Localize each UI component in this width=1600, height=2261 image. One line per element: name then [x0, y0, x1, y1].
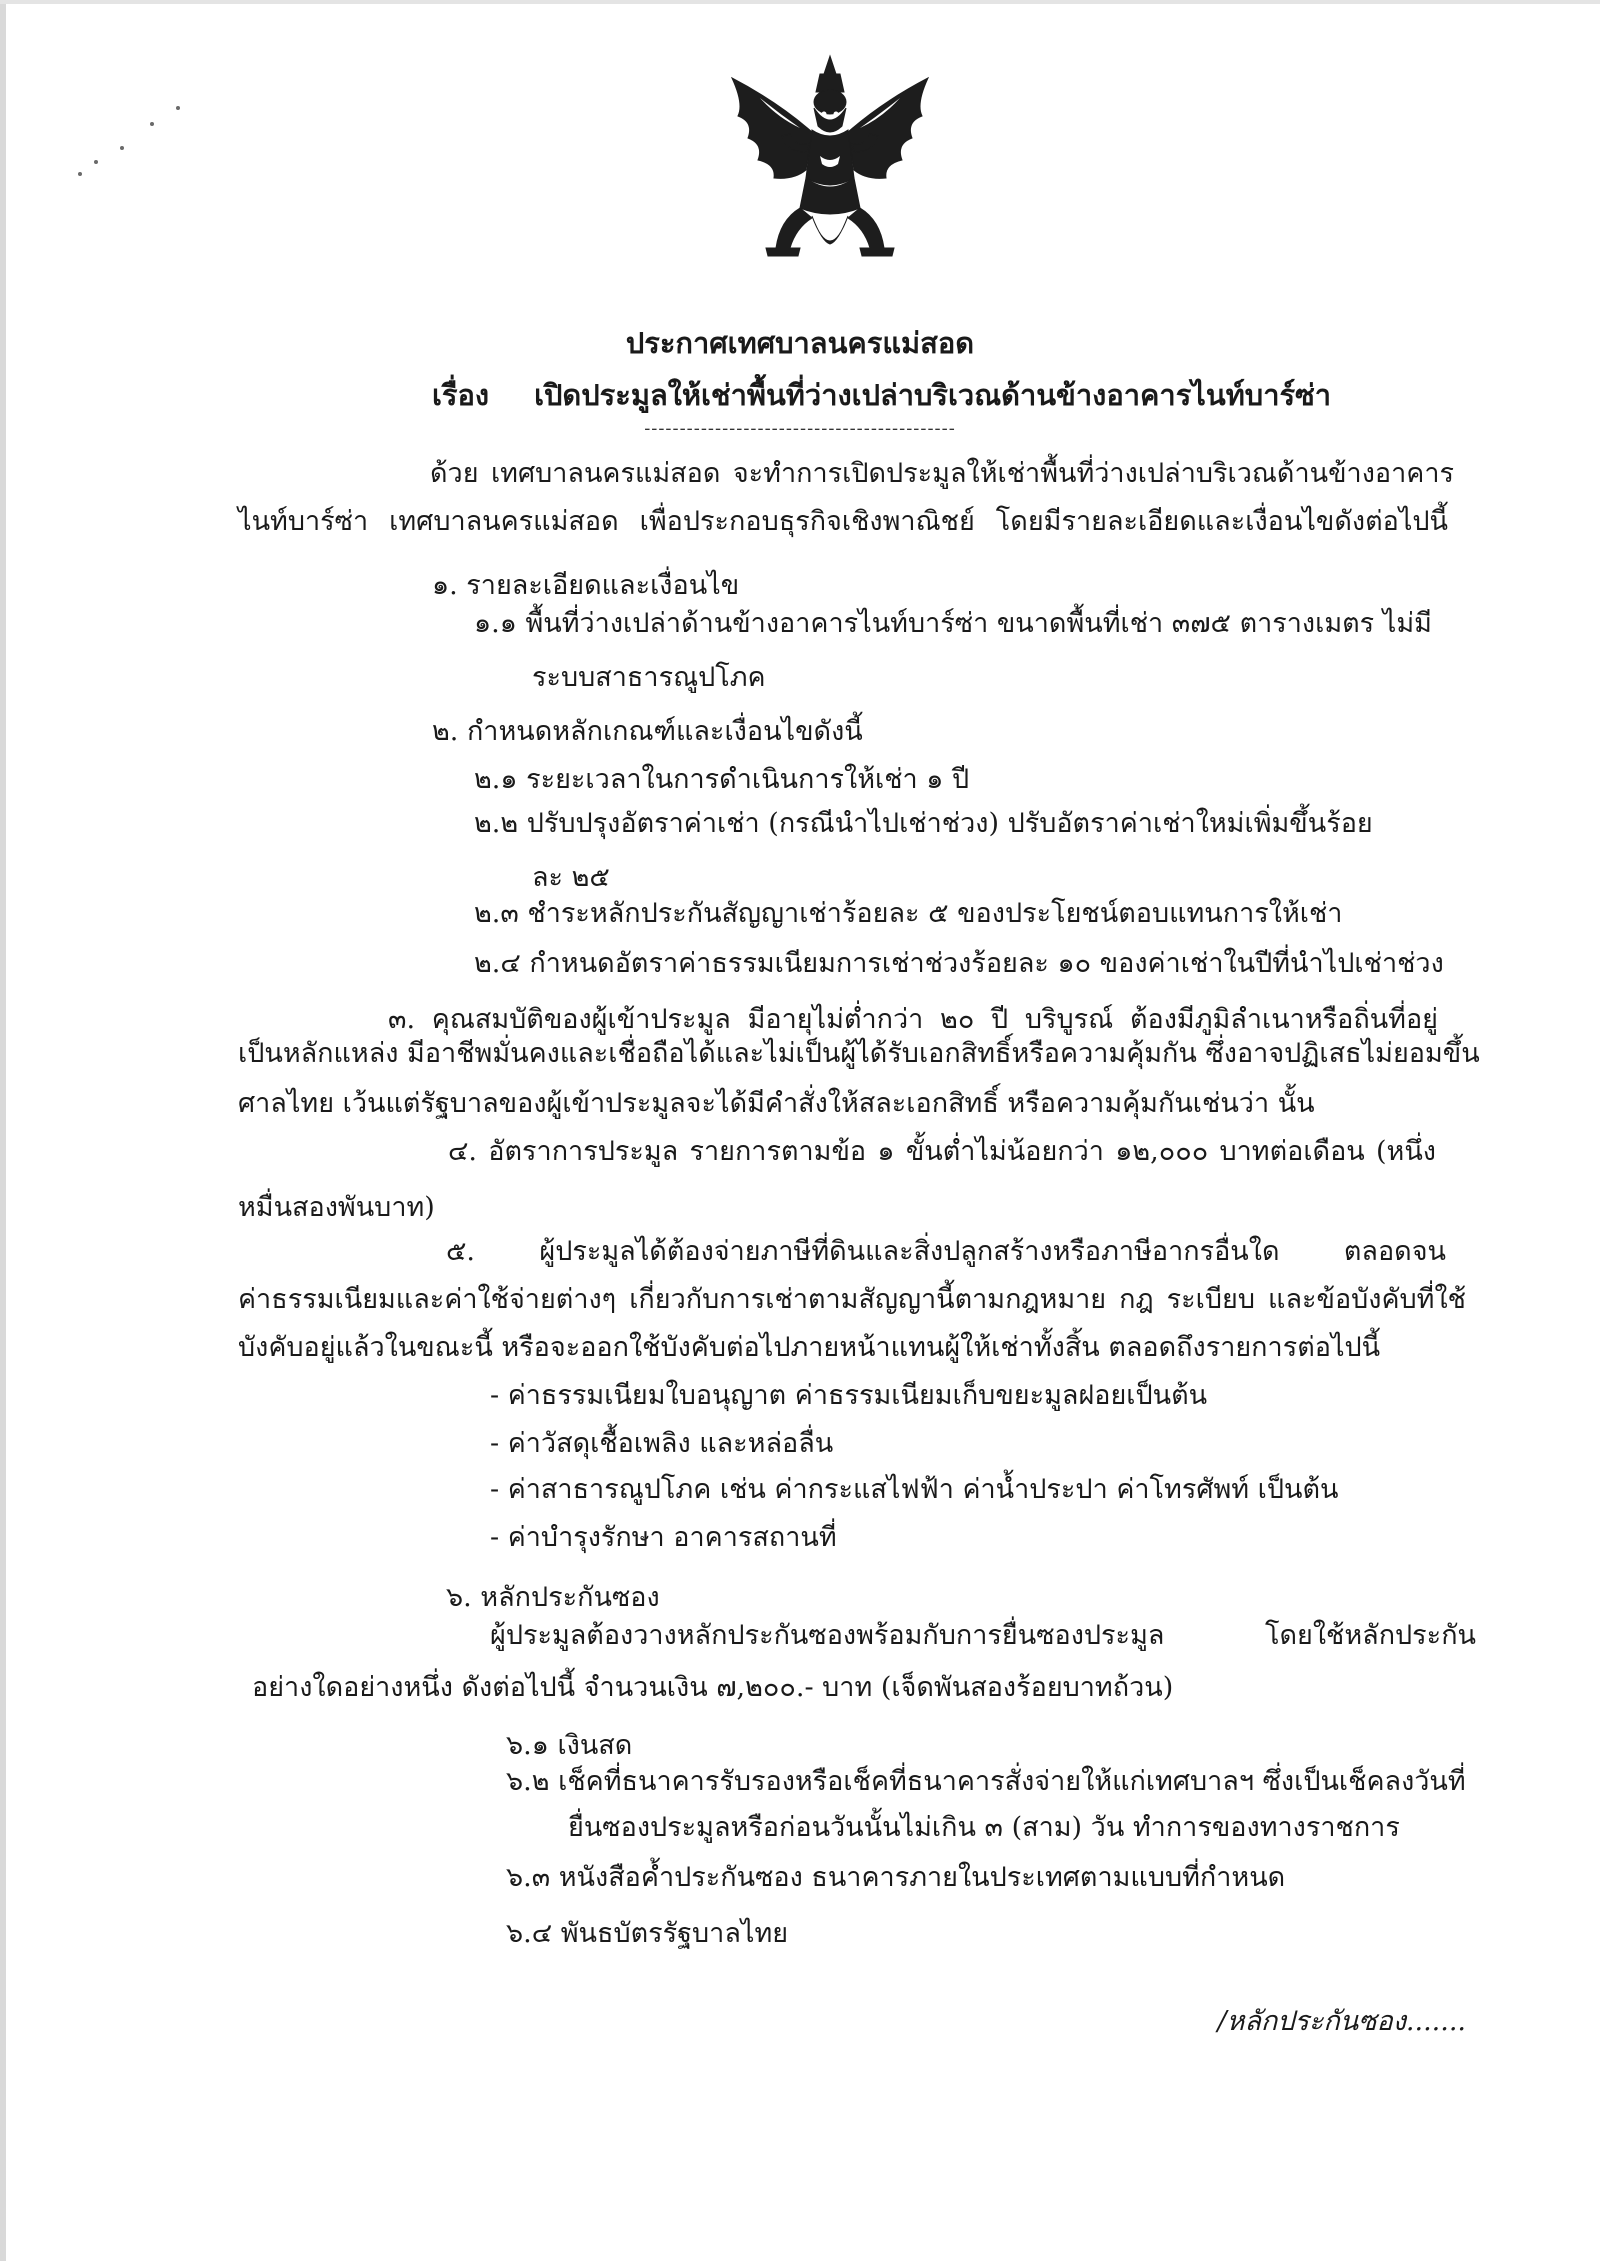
- body-line: ๖.๓ หนังสือค้ำประกันซอง ธนาคารภายในประเทศตามแบบที่กำหนด: [506, 1862, 1286, 1893]
- body-line: ๖.๑ เงินสด: [506, 1730, 633, 1761]
- body-line: ๖.๔ พันธบัตรรัฐบาลไทย: [506, 1918, 789, 1949]
- body-line: ยื่นซองประมูลหรือก่อนวันนั้นไม่เกิน ๓ (สาม) วัน ทำการของทางราชการ: [568, 1812, 1400, 1843]
- list-item: - ค่าสาธารณูปโภค เช่น ค่ากระแสไฟฟ้า ค่าน้ำประปา ค่าโทรศัพท์ เป็นต้น: [490, 1474, 1339, 1505]
- body-line: ผู้ประมูลต้องวางหลักประกันซองพร้อมกับการยื่นซองประมูล โดยใช้หลักประกัน: [490, 1620, 1476, 1651]
- body-line: ๑.๑ พื้นที่ว่างเปล่าด้านข้างอาคารไนท์บาร์ซ่า ขนาดพื้นที่เช่า ๓๗๕ ตารางเมตร ไม่มี: [474, 608, 1432, 639]
- list-item: - ค่าธรรมเนียมใบอนุญาต ค่าธรรมเนียมเก็บขยะมูลฝอยเป็นต้น: [490, 1380, 1208, 1411]
- body-line: ๖.๒ เช็คที่ธนาคารรับรองหรือเช็คที่ธนาคารสั่งจ่ายให้แก่เทศบาลฯ ซึ่งเป็นเช็คลงวันที่: [506, 1766, 1466, 1797]
- scan-speck: [78, 172, 82, 176]
- body-line: ๒.๔ กำหนดอัตราค่าธรรมเนียมการเช่าช่วงร้อยละ ๑๐ ของค่าเช่าในปีที่นำไปเช่าช่วง: [474, 948, 1444, 979]
- list-item: - ค่าบำรุงรักษา อาคารสถานที่: [490, 1522, 837, 1553]
- title-separator: --------------------------------------------: [644, 418, 956, 439]
- section-heading: ๓. คุณสมบัติของผู้เข้าประมูล มีอายุไม่ต่ำกว่า ๒๐ ปี บริบูรณ์ ต้องมีภูมิลำเนาหรือถิ่นที่อยู่: [388, 1004, 1438, 1035]
- section-heading: ๔. อัตราการประมูล รายการตามข้อ ๑ ขั้นต่ำไม่น้อยกว่า ๑๒,๐๐๐ บาทต่อเดือน (หนึ่ง: [448, 1136, 1436, 1167]
- body-line: เป็นหลักแหล่ง มีอาชีพมั่นคงและเชื่อถือได้และไม่เป็นผู้ได้รับเอกสิทธิ์หรือความคุ้มกัน ซึ่งอาจปฏิเสธไม่ยอมขึ้น: [238, 1038, 1480, 1069]
- scan-speck: [94, 160, 98, 164]
- body-line: บังคับอยู่แล้วในขณะนี้ หรือจะออกใช้บังคับต่อไปภายหน้าแทนผู้ให้เช่าทั้งสิ้น ตลอดถึงรายการต่อไปนี้: [238, 1332, 1381, 1363]
- document-title: ประกาศเทศบาลนครแม่สอด: [625, 326, 975, 360]
- body-line: ๒.๑ ระยะเวลาในการดำเนินการให้เช่า ๑ ปี: [474, 764, 970, 795]
- body-line: ศาลไทย เว้นแต่รัฐบาลของผู้เข้าประมูลจะได้มีคำสั่งให้สละเอกสิทธิ์ หรือความคุ้มกันเช่นว่า นั้น: [238, 1088, 1315, 1119]
- section-heading: ๒. กำหนดหลักเกณฑ์และเงื่อนไขดังนี้: [432, 716, 863, 747]
- scan-speck: [176, 106, 180, 110]
- body-line: ๒.๓ ชำระหลักประกันสัญญาเช่าร้อยละ ๕ ของประโยชน์ตอบแทนการให้เช่า: [474, 898, 1343, 929]
- scan-edge-top: [0, 0, 1600, 4]
- garuda-emblem-icon: [720, 52, 940, 270]
- body-line: ด้วย เทศบาลนครแม่สอด จะทำการเปิดประมูลให้เช่าพื้นที่ว่างเปล่าบริเวณด้านข้างอาคาร: [430, 458, 1454, 489]
- subject-text: เปิดประมูลให้เช่าพื้นที่ว่างเปล่าบริเวณด้านข้างอาคารไนท์บาร์ซ่า: [534, 378, 1332, 412]
- section-heading: ๖. หลักประกันซอง: [446, 1582, 660, 1613]
- document-subject: [432, 372, 1331, 418]
- section-heading: ๕. ผู้ประมูลได้ต้องจ่ายภาษีที่ดินและสิ่งปลูกสร้างหรือภาษีอากรอื่นใด ตลอดจน: [446, 1236, 1446, 1267]
- body-line: หมื่นสองพันบาท): [238, 1192, 435, 1223]
- scan-speck: [150, 122, 154, 126]
- subject-label: เรื่อง: [432, 378, 490, 412]
- section-heading: ๑. รายละเอียดและเงื่อนไข: [432, 570, 740, 601]
- body-line: ไนท์บาร์ซ่า เทศบาลนครแม่สอด เพื่อประกอบธุรกิจเชิงพาณิชย์ โดยมีรายละเอียดและเงื่อนไขดังต่อไปนี้: [238, 506, 1448, 537]
- list-item: - ค่าวัสดุเชื้อเพลิง และหล่อลื่น: [490, 1428, 834, 1459]
- body-line: ละ ๒๕: [532, 862, 610, 893]
- scan-speck: [120, 146, 124, 150]
- body-line: ระบบสาธารณูปโภค: [532, 662, 766, 693]
- body-line: อย่างใดอย่างหนึ่ง ดังต่อไปนี้ จำนวนเงิน ๗,๒๐๐.- บาท (เจ็ดพันสองร้อยบาทถ้วน): [252, 1672, 1174, 1703]
- body-line: ค่าธรรมเนียมและค่าใช้จ่ายต่างๆ เกี่ยวกับการเช่าตามสัญญานี้ตามกฎหมาย กฎ ระเบียบ และข้อบังคับที่ใช้: [238, 1284, 1466, 1315]
- body-line: ๒.๒ ปรับปรุงอัตราค่าเช่า (กรณีนำไปเช่าช่วง) ปรับอัตราค่าเช่าใหม่เพิ่มขึ้นร้อย: [474, 808, 1373, 839]
- continuation-note: /หลักประกันซอง.......: [1217, 2006, 1466, 2037]
